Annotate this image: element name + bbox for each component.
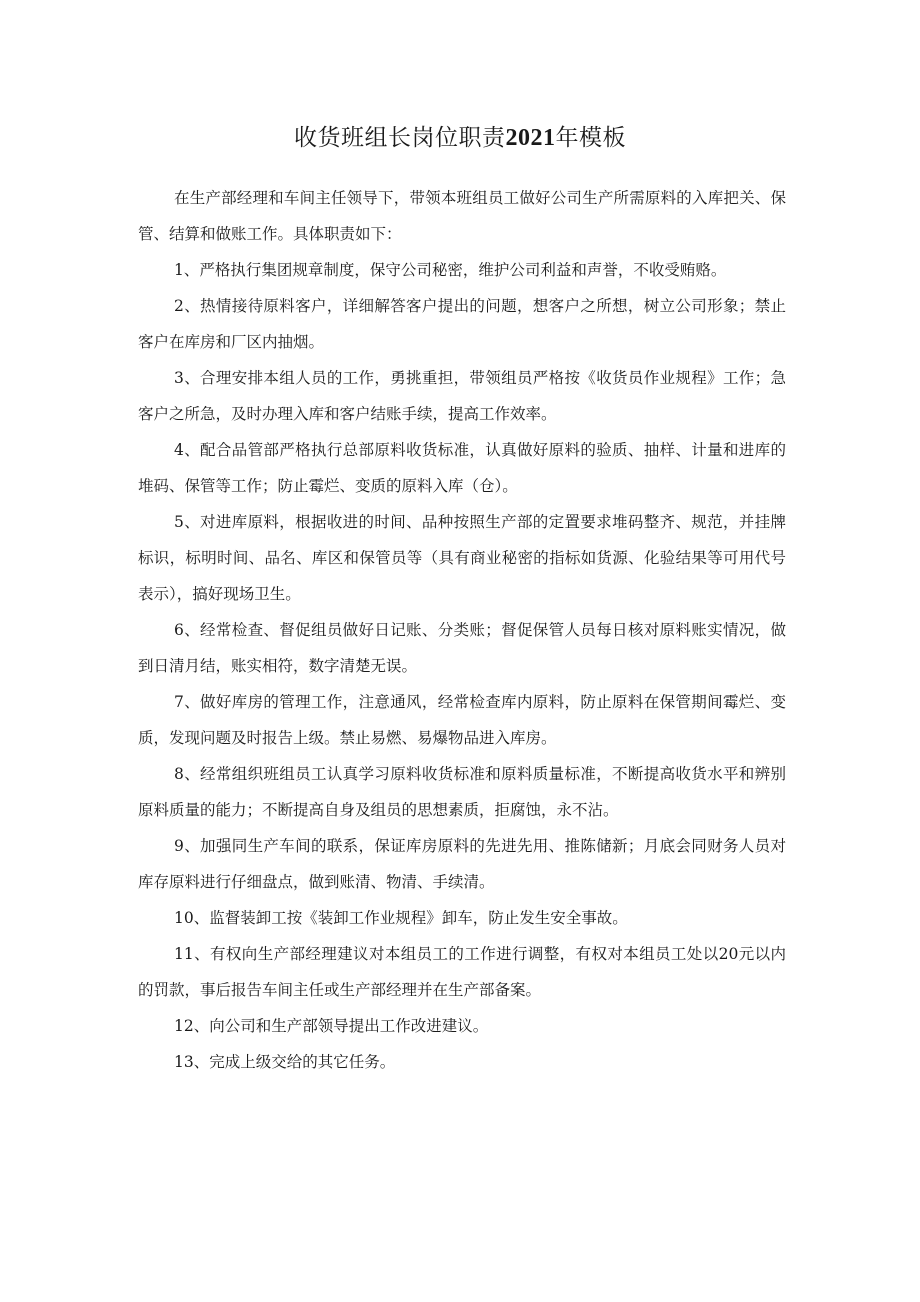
duty-item-1: 1、严格执行集团规章制度，保守公司秘密，维护公司利益和声誉，不收受贿赂。 <box>174 261 727 279</box>
duty-item-2: 2、热情接待原料客户，详细解答客户提出的问题，想客户之所想，树立公司形象；禁止客户在库房和厂区内抽烟。 <box>138 297 786 351</box>
title-prefix: 收货班组长岗位职责 <box>294 125 506 151</box>
duty-item-11: 11、有权向生产部经理建议对本组员工的工作进行调整，有权对本组员工处以20元以内的罚款，事后报告车间主任或生产部经理并在生产部备案。 <box>138 945 786 999</box>
duty-item-7: 7、做好库房的管理工作，注意通风，经常检查库内原料，防止原料在保管期间霉烂、变质，发现问题及时报告上级。禁止易燃、易爆物品进入库房。 <box>138 693 786 747</box>
duty-item-12: 12、向公司和生产部领导提出工作改进建议。 <box>174 1017 489 1035</box>
title-suffix: 年模板 <box>555 125 626 151</box>
page-title <box>0 118 920 158</box>
duty-item-10: 10、监督装卸工按《装卸工作业规程》卸车，防止发生安全事故。 <box>174 909 628 927</box>
duty-item-6: 6、经常检查、督促组员做好日记账、分类账；督促保管人员每日核对原料账实情况，做到日清月结，账实相符，数字清楚无误。 <box>138 621 786 675</box>
title-year: 2021 <box>505 125 556 151</box>
duty-item-5: 5、对进库原料，根据收进的时间、品种按照生产部的定置要求堆码整齐、规范，并挂牌标识，标明时间、品名、库区和保管员等（具有商业秘密的指标如货源、化验结果等可用代号表示），搞好现场卫生。 <box>138 513 786 603</box>
duty-item-13: 13、完成上级交给的其它任务。 <box>174 1053 396 1071</box>
document-body <box>138 180 786 1080</box>
duty-item-3: 3、合理安排本组人员的工作，勇挑重担，带领组员严格按《收货员作业规程》工作；急客户之所急，及时办理入库和客户结账手续，提高工作效率。 <box>138 369 786 423</box>
duty-item-9: 9、加强同生产车间的联系，保证库房原料的先进先用、推陈储新；月底会同财务人员对库存原料进行仔细盘点，做到账清、物清、手续清。 <box>138 837 786 891</box>
duty-item-4: 4、配合品管部严格执行总部原料收货标准，认真做好原料的验质、抽样、计量和进库的堆码、保管等工作；防止霉烂、变质的原料入库（仓）。 <box>138 441 786 495</box>
intro-paragraph: 在生产部经理和车间主任领导下，带领本班组员工做好公司生产所需原料的入库把关、保管、结算和做账工作。具体职责如下： <box>138 189 786 243</box>
duty-item-8: 8、经常组织班组员工认真学习原料收货标准和原料质量标准，不断提高收货水平和辨别原料质量的能力；不断提高自身及组员的思想素质，拒腐蚀，永不沾。 <box>138 765 786 819</box>
